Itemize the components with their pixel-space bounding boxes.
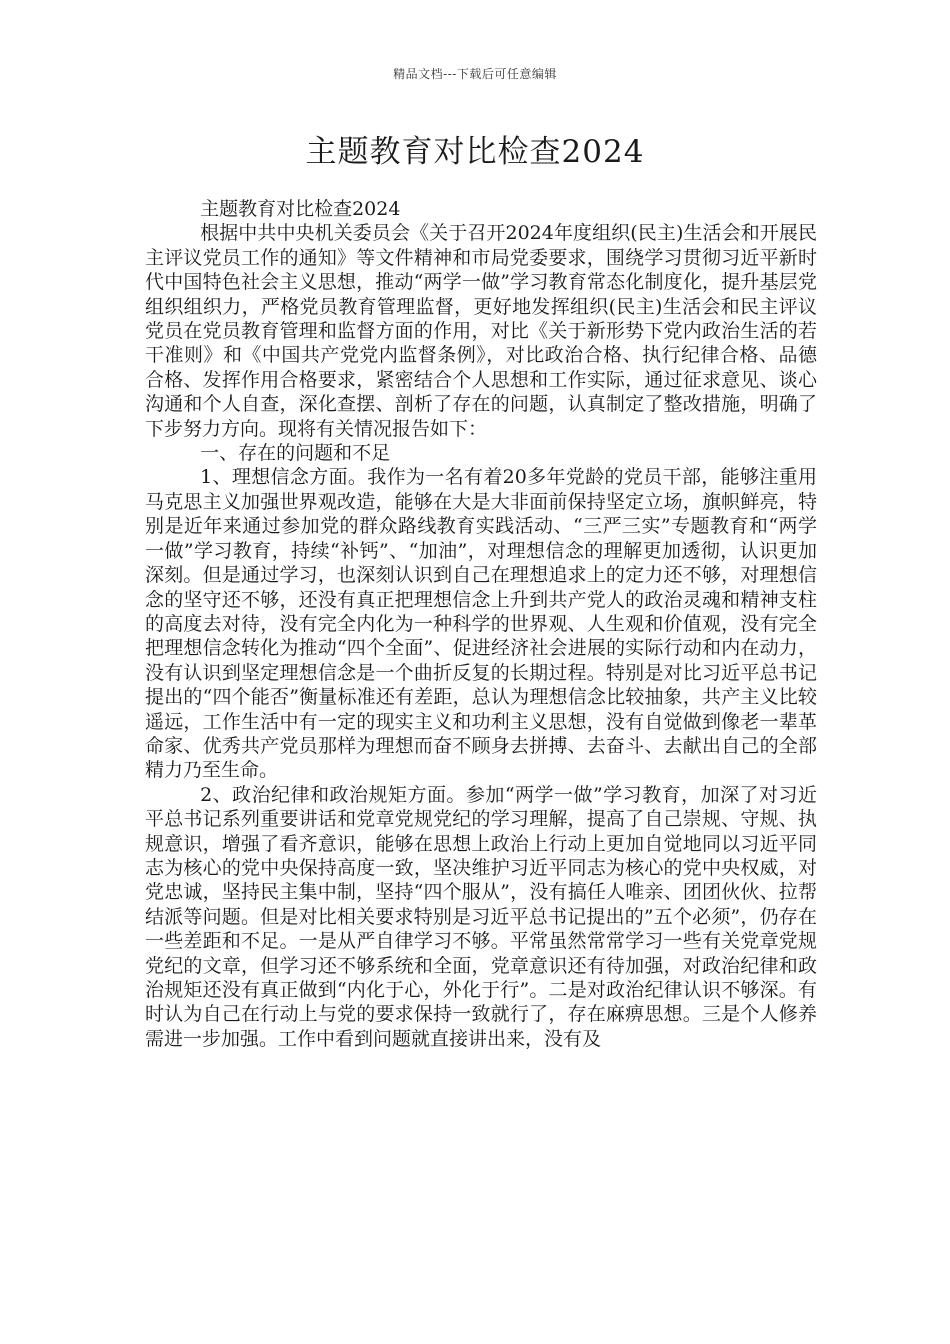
document-body	[145, 197, 817, 1051]
header-note: 精品文档---下载后可任意编辑	[393, 67, 557, 81]
section-heading: 一、存在的问题和不足	[200, 442, 391, 465]
body-paragraph: 1、理想信念方面。我作为一名有着20多年党龄的党员干部，能够注重用马克思主义加强世界观改造，能够在大是大非面前保持坚定立场，旗帜鲜亮，特别是近年来通过参加党的群众路线教育实践活动、“三严三实”专题教育和“两学一做”学习教育，持续“补钙”、“加油”，对理想信念的理解更加透彻，认识更加深刻。但是通过学习，也深刻认识到自己在理想追求上的定力还不够，对理想信念的坚守还不够，还没有真正把理想信念上升到共产党人的政治灵魂和精神支柱的高度去对待，没有完全内化为一种科学的世界观、人生观和价值观，没有完全把理想信念转化为推动“四个全面”、促进经济社会进展的实际行动和内在动力，没有认识到坚定理想信念是一个曲折反复的长期过程。特别是对比习近平总书记提出的“四个能否”衡量标准还有差距，总认为理想信念比较抽象，共产主义比较遥远，工作生活中有一定的现实主义和功利主义思想，没有自觉做到像老一辈革命家、优秀共产党员那样为理想而奋不顾身去拼搏、去奋斗、去献出自己的全部精力乃至生命。	[145, 466, 817, 782]
body-paragraph: 2、政治纪律和政治规矩方面。参加“两学一做”学习教育，加深了对习近平总书记系列重要讲话和党章党规党纪的学习理解，提高了自己崇规、守规、执规意识，增强了看齐意识，能够在思想上政治上行动上更加自觉地同以习近平同志为核心的党中央保持高度一致，坚决维护习近平同志为核心的党中央权威，对党忠诚，坚持民主集中制，坚持“四个服从”，没有搞任人唯亲、团团伙伙、拉帮结派等问题。但是对比相关要求特别是习近平总书记提出的”五个必须”，仍存在一些差距和不足。一是从严自律学习不够。平常虽然常常学习一些有关党章党规党纪的文章，但学习还不够系统和全面，党章意识还有待加强，对政治纪律和政治规矩还没有真正做到“内化于心，外化于行”。二是对政治纪律认识不够深。有时认为自己在行动上与党的要求保持一致就行了，存在麻痹思想。三是个人修养需进一步加强。工作中看到问题就直接讲出来，没有及	[145, 783, 817, 1050]
document-title: 主题教育对比检查2024	[305, 134, 645, 170]
subtitle-paragraph: 主题教育对比检查2024	[200, 198, 401, 220]
intro-paragraph: 根据中共中央机关委员会《关于召开2024年度组织(民主)生活会和开展民主评议党员工作的通知》等文件精神和市局党委要求，围绕学习贯彻习近平新时代中国特色社会主义思想，推动“两学一做”学习教育常态化制度化，提升基层党组织组织力，严格党员教育管理监督，更好地发挥组织(民主)生活会和民主评议党员在党员教育管理和监督方面的作用，对比《关于新形势下党内政治生活的若干准则》和《中国共产党党内监督条例》，对比政治合格、执行纪律合格、品德合格、发挥作用合格要求，紧密结合个人思想和工作实际，通过征求意见、谈心沟通和个人自查，深化查摆、剖析了存在的问题，认真制定了整改措施，明确了下步努力方向。现将有关情况报告如下：	[145, 222, 817, 440]
